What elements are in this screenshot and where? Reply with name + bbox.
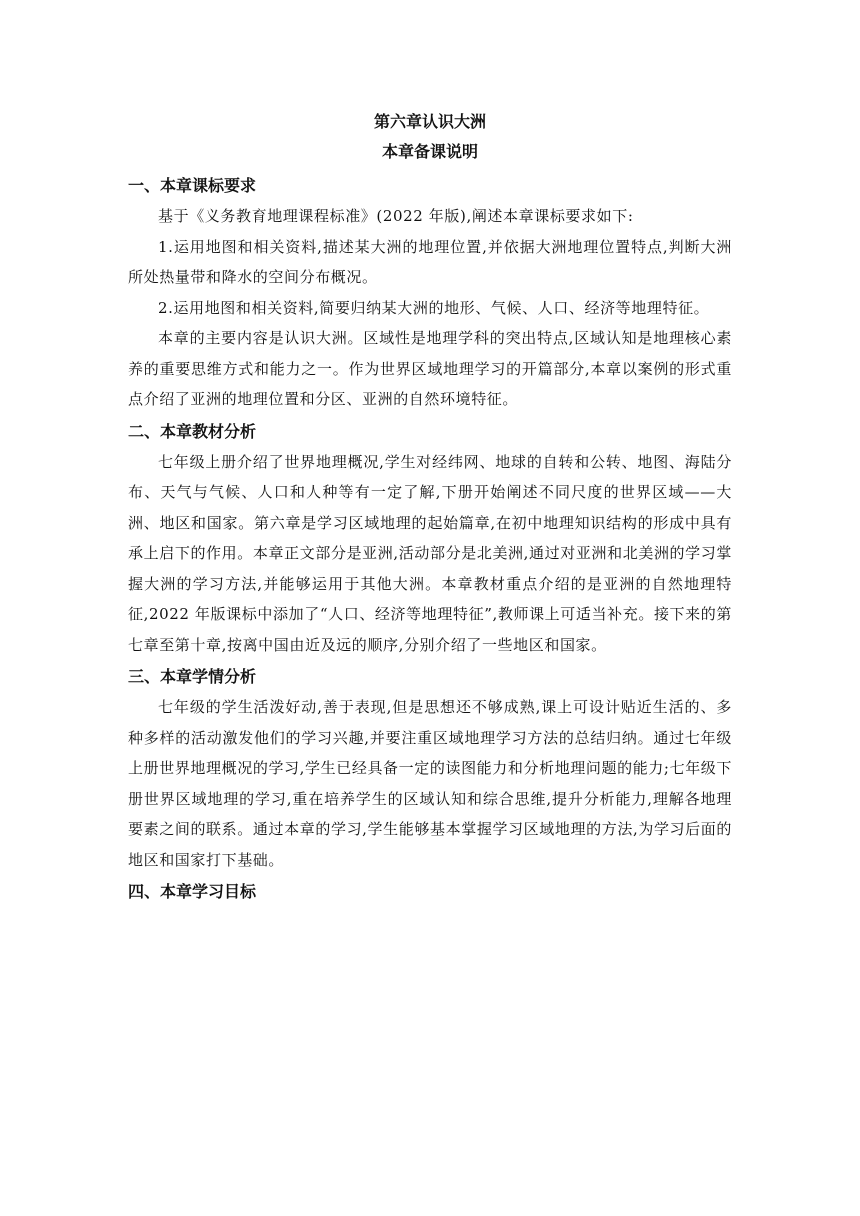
- paragraph: 本章的主要内容是认识大洲。区域性是地理学科的突出特点,区域认知是地理核心素养的重要思维方式和能力之一。作为世界区域地理学习的开篇部分,本章以案例的形式重点介绍了亚洲的地理位置和分区、亚洲的自然环境特征。: [128, 329, 732, 408]
- paragraph: 七年级上册介绍了世界地理概况,学生对经纬网、地球的自转和公转、地图、海陆分布、天气与气候、人口和人种等有一定了解,下册开始阐述不同尺度的世界区域——大洲、地区和国家。第六章是学习区域地理的起始篇章,在初中地理知识结构的形成中具有承上启下的作用。本章正文部分是亚洲,活动部分是北美洲,通过对亚洲和北美洲的学习掌握大洲的学习方法,并能够运用于其他大洲。本章教材重点介绍的是亚洲的自然地理特征,2022 年版课标中添加了“人口、经济等地理特征”,教师课上可适当补充。接下来的第七章至第十章,按离中国由近及远的顺序,分别介绍了一些地区和国家。: [128, 452, 732, 654]
- section-heading: 三、本章学情分析: [128, 667, 257, 686]
- paragraph: 七年级的学生活泼好动,善于表现,但是思想还不够成熟,课上可设计贴近生活的、多种多样的活动激发他们的学习兴趣,并要注重区域地理学习方法的总结归纳。通过七年级上册世界地理概况的学习,学生已经具备一定的读图能力和分析地理问题的能力;七年级下册世界区域地理的学习,重在培养学生的区域认知和综合思维,提升分析能力,理解各地理要素之间的联系。通过本章的学习,学生能够基本掌握学习区域地理的方法,为学习后面的地区和国家打下基础。: [128, 698, 732, 869]
- section-learning-goals: [128, 877, 732, 907]
- section-heading: 二、本章教材分析: [128, 421, 257, 441]
- section-curriculum-standards: [128, 171, 732, 415]
- section-learner-analysis: [128, 662, 732, 875]
- paragraph: 基于《义务教育地理课程标准》(2022 年版),阐述本章课标要求如下:: [158, 207, 634, 225]
- chapter-title: 第六章认识大洲: [373, 112, 486, 131]
- section-textbook-analysis: [128, 417, 732, 661]
- paragraph: 2.运用地图和相关资料,简要归纳某大洲的地形、气候、人口、经济等地理特征。: [158, 298, 710, 317]
- section-heading: 四、本章学习目标: [128, 882, 257, 901]
- paragraph: 1.运用地图和相关资料,描述某大洲的地理位置,并依据大洲地理位置特点,判断大洲所处热量带和降水的空间分布概况。: [128, 237, 732, 286]
- document-subtitle: 本章备课说明: [381, 142, 478, 161]
- document-page: [128, 107, 732, 909]
- section-heading: 一、本章课标要求: [128, 176, 257, 195]
